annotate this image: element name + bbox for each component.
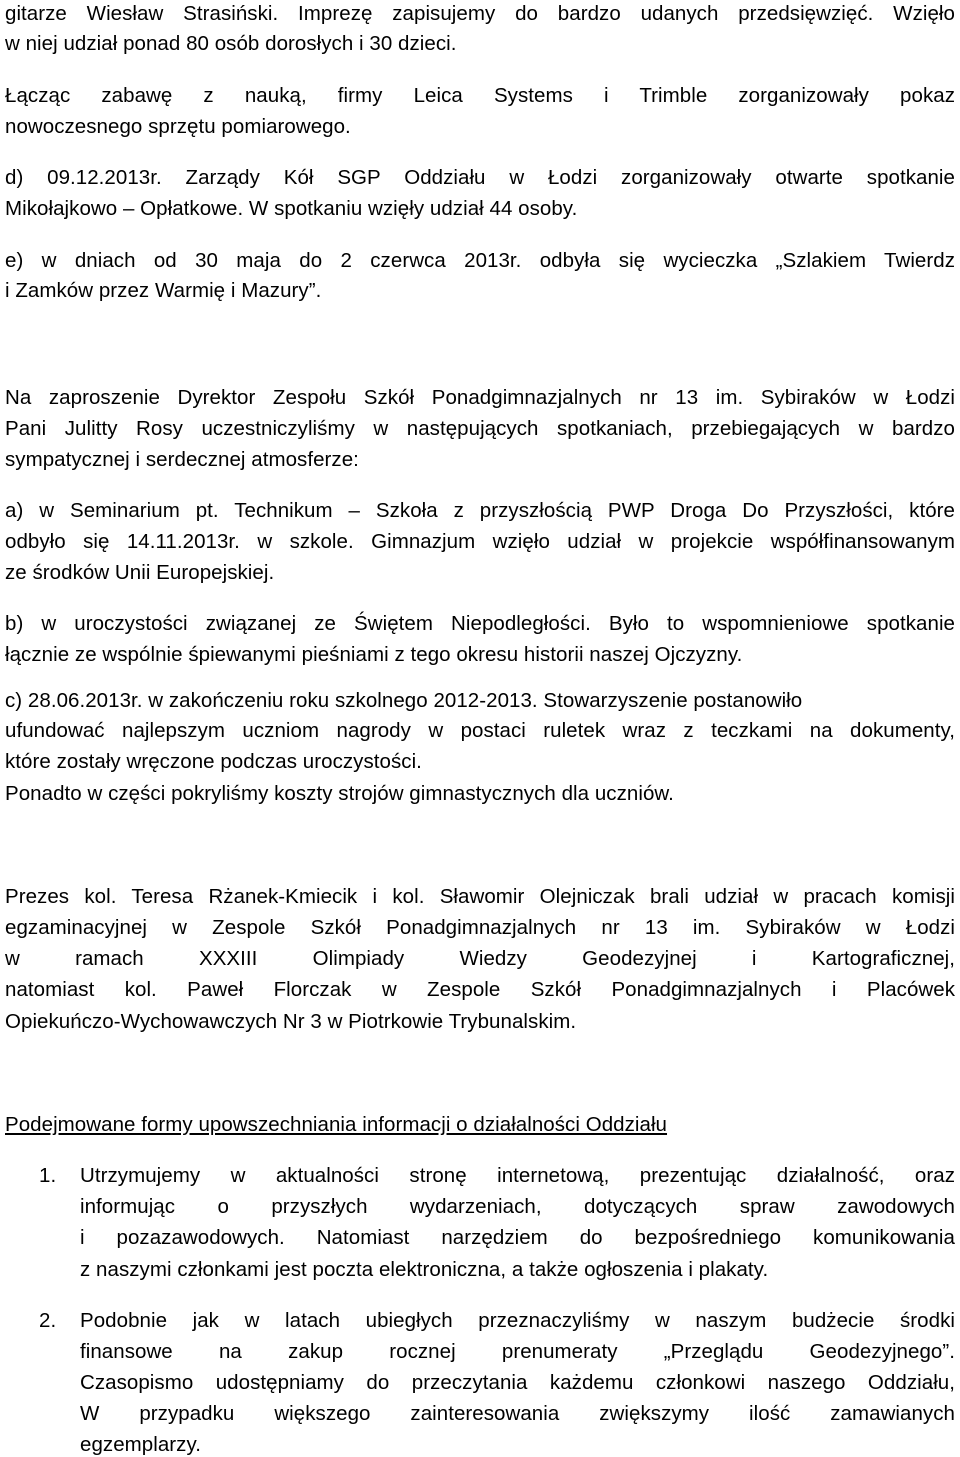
list-item-line: W przypadku większego zainteresowania zwiększymy ilość zamawianych [80,1402,955,1425]
list-item-line: i pozazawodowych. Natomiast narzędziem do bezpośredniego komunikowania [80,1226,955,1249]
text-line: Na zaproszenie Dyrektor Zespołu Szkół Ponadgimnazjalnych nr 13 im. Sybiraków w Łodzi [5,386,955,409]
list-item-line: egzemplarzy. [80,1433,201,1456]
text-line: b) w uroczystości związanej ze Świętem Niepodległości. Było to wspomnieniowe spotkanie [5,612,955,635]
text-line: e) w dniach od 30 maja do 2 czerwca 2013r. odbyła się wycieczka „Szlakiem Twierdz [5,249,955,272]
text-line: które zostały wręczone podczas uroczystości. [5,750,422,773]
list-item-line: Czasopismo udostępniamy do przeczytania każdemu członkowi naszego Oddziału, [80,1371,955,1394]
text-line: ufundować najlepszym uczniom nagrody w postaci ruletek wraz z teczkami na dokumenty, [5,719,955,742]
text-line: a) w Seminarium pt. Technikum – Szkoła z przyszłością PWP Droga Do Przyszłości, które [5,499,955,522]
text-line: gitarze Wiesław Strasiński. Imprezę zapisujemy do bardzo udanych przedsięwzięć. Wzięło [5,2,955,25]
text-line: Pani Julitty Rosy uczestniczyliśmy w następujących spotkaniach, przebiegających w bardzo [5,417,955,440]
section-heading: Podejmowane formy upowszechniania informacji o działalności Oddziału [5,1113,668,1136]
list-item-line: Utrzymujemy w aktualności stronę internetową, prezentując działalność, oraz [80,1164,955,1187]
text-line: d) 09.12.2013r. Zarządy Kół SGP Oddziału w Łodzi zorganizowały otwarte spotkanie [5,166,955,189]
text-line: w niej udział ponad 80 osób dorosłych i 30 dzieci. [5,32,457,55]
text-line: nowoczesnego sprzętu pomiarowego. [5,115,351,138]
text-line: łącznie ze wspólnie śpiewanymi pieśniami z tego okresu historii naszej Ojczyzny. [5,643,743,666]
list-item-line: Podobnie jak w latach ubiegłych przeznaczyliśmy w naszym budżecie środki [80,1309,955,1332]
text-line: Prezes kol. Teresa Rżanek-Kmiecik i kol. Sławomir Olejniczak brali udział w pracach komisji [5,885,955,908]
text-line: i Zamków przez Warmię i Mazury”. [5,279,322,302]
text-line: Ponadto w części pokryliśmy koszty strojów gimnastycznych dla uczniów. [5,782,674,805]
list-item-line: finansowe na zakup rocznej prenumeraty „Przeglądu Geodezyjnego”. [80,1340,955,1363]
text-line: w ramach XXXIII Olimpiady Wiedzy Geodezyjnej i Kartograficznej, [5,947,955,970]
text-line: ze środków Unii Europejskiej. [5,561,275,584]
text-line: Opiekuńczo-Wychowawczych Nr 3 w Piotrkowie Trybunalskim. [5,1010,577,1033]
list-item-line: informując o przyszłych wydarzeniach, dotyczących spraw zawodowych [80,1195,955,1218]
text-line: Łącząc zabawę z nauką, firmy Leica Systems i Trimble zorganizowały pokaz [5,84,955,107]
list-number: 2. [39,1309,57,1332]
text-line: sympatycznej i serdecznej atmosferze: [5,448,359,471]
text-line: egzaminacyjnej w Zespole Szkół Ponadgimnazjalnych nr 13 im. Sybiraków w Łodzi [5,916,955,939]
text-line: c) 28.06.2013r. w zakończeniu roku szkolnego 2012-2013. Stowarzyszenie postanowiło [5,689,803,712]
text-line: Mikołajkowo – Opłatkowe. W spotkaniu wzięły udział 44 osoby. [5,197,578,220]
list-number: 1. [39,1164,57,1187]
list-item-line: z naszymi członkami jest poczta elektroniczna, a także ogłoszenia i plakaty. [80,1258,769,1281]
text-line: odbyło się 14.11.2013r. w szkole. Gimnazjum wzięło udział w projekcie współfinansowanym [5,530,955,553]
text-line: natomiast kol. Paweł Florczak w Zespole Szkół Ponadgimnazjalnych i Placówek [5,978,955,1001]
